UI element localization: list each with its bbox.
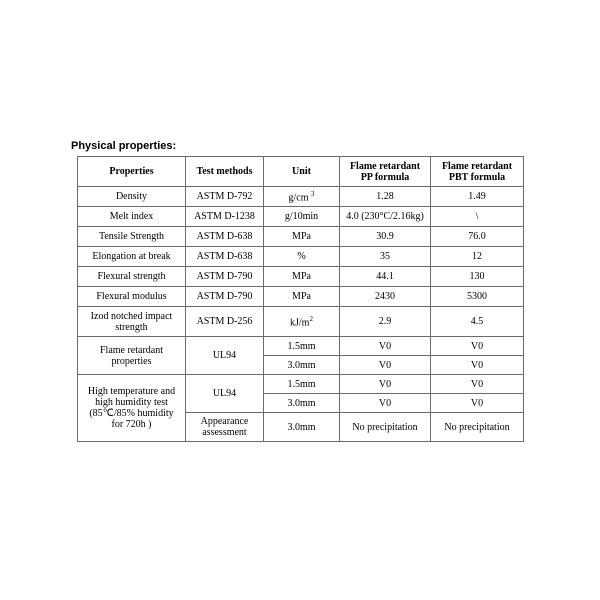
table-row-density (78, 187, 524, 207)
cell-property: Density (78, 187, 186, 207)
cell-unit: MPa (264, 267, 340, 287)
cell-pp: 2.9 (340, 307, 431, 337)
cell-pbt: 1.49 (431, 187, 524, 207)
cell-pbt: V0 (431, 394, 524, 413)
cell-method-appearance (186, 413, 264, 442)
header-pbt-line2: PBT formula (448, 171, 506, 183)
table-row-flame-1-5mm (78, 337, 524, 356)
cell-pbt: V0 (431, 356, 524, 375)
cell-pbt: \ (431, 207, 524, 227)
cell-method: ASTM D-1238 (186, 207, 264, 227)
cell-method: ASTM D-790 (186, 267, 264, 287)
cell-pbt: V0 (431, 337, 524, 356)
section-heading: Physical properties: (71, 140, 177, 152)
cell-pbt: 76.0 (431, 227, 524, 247)
cell-property: Flexural strength (78, 267, 186, 287)
cell-property: Tensile Strength (78, 227, 186, 247)
cell-unit: 1.5mm (264, 375, 340, 394)
header-pbt-formula (431, 157, 524, 187)
cell-unit: % (264, 247, 340, 267)
cell-unit: MPa (264, 287, 340, 307)
cell-unit: 3.0mm (264, 394, 340, 413)
cell-property-flame (78, 337, 186, 375)
cell-unit: 3.0mm (264, 413, 340, 442)
cell-property: Elongation at break (78, 247, 186, 267)
cell-pp: V0 (340, 356, 431, 375)
cell-pbt: 130 (431, 267, 524, 287)
cell-pp: 4.0 (230°C/2.16kg) (340, 207, 431, 227)
flame-line1: Flame retardant (99, 344, 164, 356)
cell-method: ASTM D-792 (186, 187, 264, 207)
appearance-line2: assessment (202, 427, 247, 438)
unit-superscript: 3 (311, 190, 315, 199)
cell-method: ASTM D-256 (186, 307, 264, 337)
cell-pp: 30.9 (340, 227, 431, 247)
cell-pbt: 12 (431, 247, 524, 267)
table-row-tensile-strength (78, 227, 524, 247)
cell-pbt: No precipitation (431, 413, 524, 442)
table-row-humidity-1-5mm (78, 375, 524, 394)
cell-unit: g/10min (264, 207, 340, 227)
table-row-flexural-modulus (78, 287, 524, 307)
cell-pp: V0 (340, 375, 431, 394)
cell-method-humidity: UL94 (186, 375, 264, 413)
cell-property-humidity (78, 375, 186, 442)
cell-pp: No precipitation (340, 413, 431, 442)
cell-method-flame: UL94 (186, 337, 264, 375)
cell-unit: 1.5mm (264, 337, 340, 356)
cell-pp: 35 (340, 247, 431, 267)
table-row-melt-index (78, 207, 524, 227)
unit-superscript: 2 (309, 315, 313, 324)
cell-method: ASTM D-638 (186, 227, 264, 247)
header-pp-formula (340, 157, 431, 187)
cell-unit (264, 307, 340, 337)
header-pp-line2: PP formula (360, 171, 410, 183)
cell-pp: V0 (340, 337, 431, 356)
cell-unit: 3.0mm (264, 356, 340, 375)
header-pp-line1: Flame retardant (349, 160, 421, 172)
izod-line2: strength (115, 321, 148, 333)
cell-method: ASTM D-790 (186, 287, 264, 307)
cell-unit: MPa (264, 227, 340, 247)
appearance-line1: Appearance (200, 416, 249, 427)
cell-unit (264, 187, 340, 207)
physical-properties-table (77, 156, 524, 442)
header-test-methods: Test methods (186, 157, 264, 187)
unit-text: g/cm (288, 192, 309, 204)
humidity-line4: for 720h ) (111, 419, 152, 430)
header-unit: Unit (264, 157, 340, 187)
cell-method: ASTM D-638 (186, 247, 264, 267)
table-row-izod (78, 307, 524, 337)
cell-pbt: 4.5 (431, 307, 524, 337)
table-row-elongation (78, 247, 524, 267)
cell-pp: 1.28 (340, 187, 431, 207)
humidity-line3: (85℃/85% humidity (89, 408, 174, 419)
table-row-flexural-strength (78, 267, 524, 287)
unit-text: kJ/m (290, 317, 310, 329)
table-header-row (78, 157, 524, 187)
humidity-line2: high humidity test (95, 397, 168, 408)
header-properties: Properties (78, 157, 186, 187)
humidity-line1: High temperature and (87, 386, 176, 397)
cell-pp: 2430 (340, 287, 431, 307)
cell-pbt: 5300 (431, 287, 524, 307)
cell-property: Melt index (78, 207, 186, 227)
cell-pp: V0 (340, 394, 431, 413)
cell-property: Flexural modulus (78, 287, 186, 307)
header-pbt-line1: Flame retardant (441, 160, 513, 172)
izod-line1: Izod notched impact (90, 310, 173, 322)
cell-pbt: V0 (431, 375, 524, 394)
flame-line2: properties (111, 355, 152, 367)
cell-pp: 44.1 (340, 267, 431, 287)
cell-property (78, 307, 186, 337)
